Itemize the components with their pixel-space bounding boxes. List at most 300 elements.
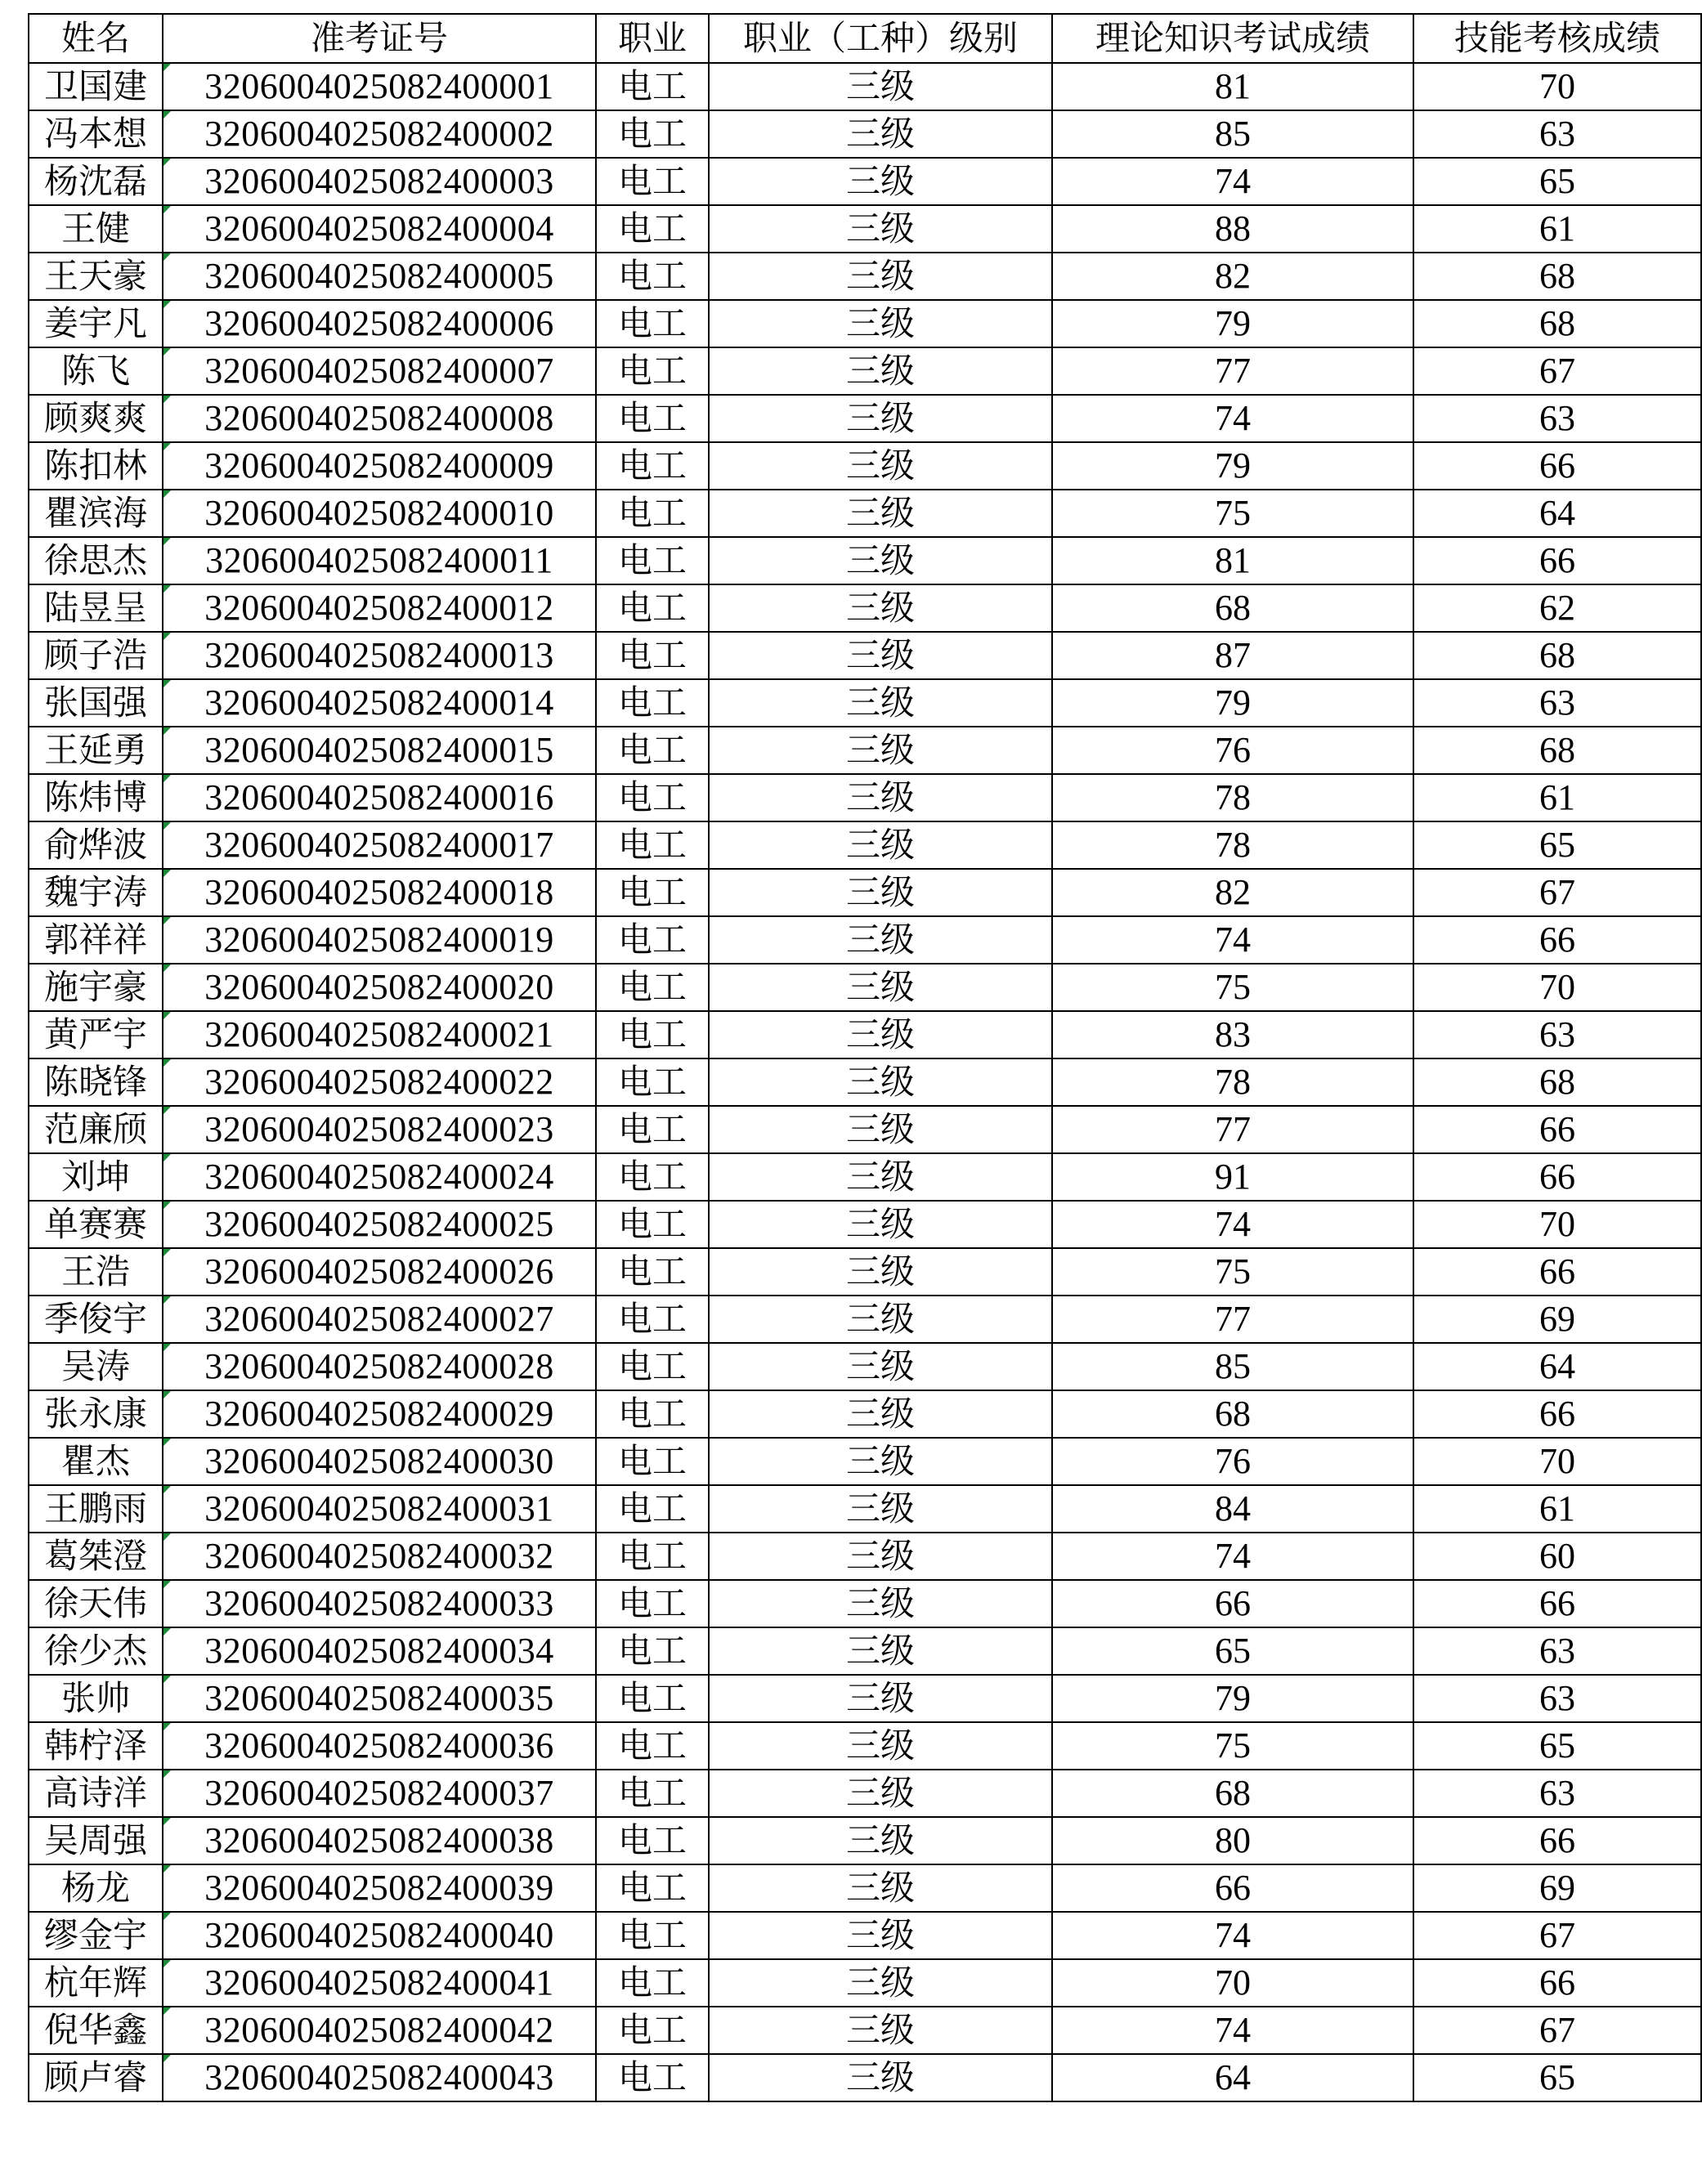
table-row — [29, 1390, 1701, 1438]
level-cell: 三级 — [709, 1912, 1052, 1959]
exam-id-cell: 3206004025082400037 — [163, 1770, 596, 1817]
skill-score-cell: 65 — [1413, 2054, 1701, 2101]
name-cell: 顾爽爽 — [29, 395, 163, 442]
level-cell: 三级 — [709, 1580, 1052, 1627]
theory-score-cell: 77 — [1052, 347, 1413, 395]
exam-id-cell: 3206004025082400034 — [163, 1627, 596, 1675]
exam-id-cell: 3206004025082400001 — [163, 63, 596, 110]
exam-id-cell: 3206004025082400003 — [163, 158, 596, 205]
skill-score-cell: 64 — [1413, 490, 1701, 537]
exam-id-cell: 3206004025082400022 — [163, 1058, 596, 1106]
level-cell: 三级 — [709, 632, 1052, 679]
occupation-cell: 电工 — [596, 964, 709, 1011]
skill-score-cell: 68 — [1413, 1058, 1701, 1106]
name-cell: 陈晓锋 — [29, 1058, 163, 1106]
skill-score-cell: 66 — [1413, 1153, 1701, 1201]
theory-score-cell: 85 — [1052, 110, 1413, 158]
skill-score-cell: 68 — [1413, 727, 1701, 774]
name-cell: 顾子浩 — [29, 632, 163, 679]
skill-score-cell: 66 — [1413, 1106, 1701, 1153]
name-cell: 徐少杰 — [29, 1627, 163, 1675]
skill-score-cell: 66 — [1413, 1959, 1701, 2007]
exam-id-cell: 3206004025082400033 — [163, 1580, 596, 1627]
level-cell: 三级 — [709, 1864, 1052, 1912]
table-row — [29, 253, 1701, 300]
occupation-cell: 电工 — [596, 347, 709, 395]
table-row — [29, 395, 1701, 442]
table-row — [29, 1485, 1701, 1533]
occupation-cell: 电工 — [596, 442, 709, 490]
name-cell: 杨龙 — [29, 1864, 163, 1912]
occupation-cell: 电工 — [596, 916, 709, 964]
occupation-cell: 电工 — [596, 1106, 709, 1153]
exam-id-cell: 3206004025082400016 — [163, 774, 596, 821]
name-cell: 范廉颀 — [29, 1106, 163, 1153]
occupation-cell: 电工 — [596, 1770, 709, 1817]
table-row — [29, 1722, 1701, 1770]
exam-id-cell: 3206004025082400024 — [163, 1153, 596, 1201]
skill-score-cell: 66 — [1413, 1580, 1701, 1627]
theory-score-cell: 81 — [1052, 63, 1413, 110]
exam-id-cell: 3206004025082400042 — [163, 2007, 596, 2054]
table-body — [29, 63, 1701, 2101]
theory-score-cell: 68 — [1052, 584, 1413, 632]
level-cell: 三级 — [709, 1343, 1052, 1390]
occupation-cell: 电工 — [596, 1153, 709, 1201]
level-cell: 三级 — [709, 1106, 1052, 1153]
exam-id-cell: 3206004025082400014 — [163, 679, 596, 727]
name-cell: 季俊宇 — [29, 1296, 163, 1343]
exam-id-cell: 3206004025082400029 — [163, 1390, 596, 1438]
table-row — [29, 869, 1701, 916]
name-cell: 郭祥祥 — [29, 916, 163, 964]
name-cell: 吴涛 — [29, 1343, 163, 1390]
theory-score-cell: 68 — [1052, 1770, 1413, 1817]
table-row — [29, 821, 1701, 869]
theory-score-cell: 78 — [1052, 1058, 1413, 1106]
occupation-cell: 电工 — [596, 1627, 709, 1675]
exam-id-cell: 3206004025082400041 — [163, 1959, 596, 2007]
theory-score-cell: 79 — [1052, 1675, 1413, 1722]
table-row — [29, 2007, 1701, 2054]
skill-score-cell: 66 — [1413, 1248, 1701, 1296]
skill-score-cell: 65 — [1413, 1722, 1701, 1770]
skill-score-cell: 68 — [1413, 300, 1701, 347]
table-row — [29, 1201, 1701, 1248]
level-cell: 三级 — [709, 63, 1052, 110]
theory-score-cell: 70 — [1052, 1959, 1413, 2007]
skill-score-cell: 61 — [1413, 774, 1701, 821]
level-cell: 三级 — [709, 1675, 1052, 1722]
name-cell: 倪华鑫 — [29, 2007, 163, 2054]
table-row — [29, 537, 1701, 584]
table-row — [29, 1296, 1701, 1343]
level-cell: 三级 — [709, 158, 1052, 205]
exam-id-cell: 3206004025082400020 — [163, 964, 596, 1011]
occupation-cell: 电工 — [596, 1438, 709, 1485]
theory-score-cell: 82 — [1052, 253, 1413, 300]
name-cell: 张国强 — [29, 679, 163, 727]
skill-score-cell: 65 — [1413, 158, 1701, 205]
exam-id-cell: 3206004025082400026 — [163, 1248, 596, 1296]
name-cell: 张帅 — [29, 1675, 163, 1722]
skill-score-cell: 63 — [1413, 1011, 1701, 1058]
exam-id-cell: 3206004025082400027 — [163, 1296, 596, 1343]
occupation-cell: 电工 — [596, 490, 709, 537]
skill-score-cell: 61 — [1413, 205, 1701, 253]
skill-score-cell: 64 — [1413, 1343, 1701, 1390]
name-cell: 冯本想 — [29, 110, 163, 158]
level-cell: 三级 — [709, 679, 1052, 727]
level-cell: 三级 — [709, 347, 1052, 395]
skill-score-cell: 67 — [1413, 869, 1701, 916]
occupation-cell: 电工 — [596, 537, 709, 584]
skill-score-cell: 63 — [1413, 1627, 1701, 1675]
table-row — [29, 110, 1701, 158]
level-cell: 三级 — [709, 1248, 1052, 1296]
exam-id-cell: 3206004025082400004 — [163, 205, 596, 253]
name-cell: 杨沈磊 — [29, 158, 163, 205]
header-skill-score: 技能考核成绩 — [1413, 14, 1701, 63]
theory-score-cell: 78 — [1052, 821, 1413, 869]
name-cell: 高诗洋 — [29, 1770, 163, 1817]
exam-id-cell: 3206004025082400011 — [163, 537, 596, 584]
occupation-cell: 电工 — [596, 158, 709, 205]
exam-id-cell: 3206004025082400043 — [163, 2054, 596, 2101]
theory-score-cell: 75 — [1052, 1248, 1413, 1296]
exam-id-cell: 3206004025082400008 — [163, 395, 596, 442]
theory-score-cell: 68 — [1052, 1390, 1413, 1438]
occupation-cell: 电工 — [596, 584, 709, 632]
theory-score-cell: 74 — [1052, 395, 1413, 442]
exam-id-cell: 3206004025082400038 — [163, 1817, 596, 1864]
table-row — [29, 964, 1701, 1011]
table-row — [29, 584, 1701, 632]
exam-id-cell: 3206004025082400015 — [163, 727, 596, 774]
exam-id-cell: 3206004025082400039 — [163, 1864, 596, 1912]
occupation-cell: 电工 — [596, 1864, 709, 1912]
header-exam-id: 准考证号 — [163, 14, 596, 63]
level-cell: 三级 — [709, 916, 1052, 964]
theory-score-cell: 66 — [1052, 1580, 1413, 1627]
table-row — [29, 1106, 1701, 1153]
exam-id-cell: 3206004025082400030 — [163, 1438, 596, 1485]
occupation-cell: 电工 — [596, 679, 709, 727]
level-cell: 三级 — [709, 1959, 1052, 2007]
level-cell: 三级 — [709, 727, 1052, 774]
level-cell: 三级 — [709, 964, 1052, 1011]
name-cell: 王延勇 — [29, 727, 163, 774]
theory-score-cell: 65 — [1052, 1627, 1413, 1675]
skill-score-cell: 61 — [1413, 1485, 1701, 1533]
exam-id-cell: 3206004025082400010 — [163, 490, 596, 537]
table-row — [29, 2054, 1701, 2101]
occupation-cell: 电工 — [596, 821, 709, 869]
table-row — [29, 679, 1701, 727]
theory-score-cell: 77 — [1052, 1296, 1413, 1343]
name-cell: 徐思杰 — [29, 537, 163, 584]
theory-score-cell: 79 — [1052, 679, 1413, 727]
level-cell: 三级 — [709, 1817, 1052, 1864]
header-name: 姓名 — [29, 14, 163, 63]
skill-score-cell: 70 — [1413, 1438, 1701, 1485]
level-cell: 三级 — [709, 1153, 1052, 1201]
occupation-cell: 电工 — [596, 2054, 709, 2101]
exam-id-cell: 3206004025082400028 — [163, 1343, 596, 1390]
exam-id-cell: 3206004025082400007 — [163, 347, 596, 395]
name-cell: 卫国建 — [29, 63, 163, 110]
skill-score-cell: 63 — [1413, 110, 1701, 158]
name-cell: 单赛赛 — [29, 1201, 163, 1248]
name-cell: 刘坤 — [29, 1153, 163, 1201]
exam-id-cell: 3206004025082400013 — [163, 632, 596, 679]
level-cell: 三级 — [709, 300, 1052, 347]
name-cell: 徐天伟 — [29, 1580, 163, 1627]
skill-score-cell: 70 — [1413, 63, 1701, 110]
header-occupation: 职业 — [596, 14, 709, 63]
occupation-cell: 电工 — [596, 774, 709, 821]
name-cell: 王鹏雨 — [29, 1485, 163, 1533]
name-cell: 俞烨波 — [29, 821, 163, 869]
name-cell: 顾卢睿 — [29, 2054, 163, 2101]
occupation-cell: 电工 — [596, 110, 709, 158]
skill-score-cell: 66 — [1413, 1390, 1701, 1438]
name-cell: 王浩 — [29, 1248, 163, 1296]
theory-score-cell: 84 — [1052, 1485, 1413, 1533]
skill-score-cell: 69 — [1413, 1296, 1701, 1343]
skill-score-cell: 67 — [1413, 347, 1701, 395]
table-row — [29, 1864, 1701, 1912]
header-theory-score: 理论知识考试成绩 — [1052, 14, 1413, 63]
theory-score-cell: 78 — [1052, 774, 1413, 821]
theory-score-cell: 76 — [1052, 1438, 1413, 1485]
occupation-cell: 电工 — [596, 1722, 709, 1770]
occupation-cell: 电工 — [596, 869, 709, 916]
level-cell: 三级 — [709, 1201, 1052, 1248]
level-cell: 三级 — [709, 537, 1052, 584]
theory-score-cell: 83 — [1052, 1011, 1413, 1058]
level-cell: 三级 — [709, 821, 1052, 869]
occupation-cell: 电工 — [596, 1390, 709, 1438]
table-row — [29, 1533, 1701, 1580]
occupation-cell: 电工 — [596, 1912, 709, 1959]
level-cell: 三级 — [709, 1390, 1052, 1438]
occupation-cell: 电工 — [596, 253, 709, 300]
theory-score-cell: 75 — [1052, 1722, 1413, 1770]
exam-id-cell: 3206004025082400036 — [163, 1722, 596, 1770]
occupation-cell: 电工 — [596, 395, 709, 442]
name-cell: 瞿杰 — [29, 1438, 163, 1485]
skill-score-cell: 68 — [1413, 632, 1701, 679]
name-cell: 吴周强 — [29, 1817, 163, 1864]
theory-score-cell: 76 — [1052, 727, 1413, 774]
occupation-cell: 电工 — [596, 1580, 709, 1627]
level-cell: 三级 — [709, 2007, 1052, 2054]
theory-score-cell: 74 — [1052, 916, 1413, 964]
name-cell: 瞿滨海 — [29, 490, 163, 537]
table-row — [29, 205, 1701, 253]
theory-score-cell: 87 — [1052, 632, 1413, 679]
occupation-cell: 电工 — [596, 1959, 709, 2007]
skill-score-cell: 66 — [1413, 1817, 1701, 1864]
exam-id-cell: 3206004025082400012 — [163, 584, 596, 632]
level-cell: 三级 — [709, 869, 1052, 916]
skill-score-cell: 63 — [1413, 679, 1701, 727]
name-cell: 姜宇凡 — [29, 300, 163, 347]
occupation-cell: 电工 — [596, 1201, 709, 1248]
skill-score-cell: 65 — [1413, 821, 1701, 869]
table-row — [29, 1438, 1701, 1485]
table-row — [29, 632, 1701, 679]
theory-score-cell: 88 — [1052, 205, 1413, 253]
exam-id-cell: 3206004025082400031 — [163, 1485, 596, 1533]
theory-score-cell: 79 — [1052, 442, 1413, 490]
name-cell: 黄严宇 — [29, 1011, 163, 1058]
header-row — [29, 14, 1701, 63]
level-cell: 三级 — [709, 2054, 1052, 2101]
level-cell: 三级 — [709, 442, 1052, 490]
level-cell: 三级 — [709, 110, 1052, 158]
exam-id-cell: 3206004025082400025 — [163, 1201, 596, 1248]
exam-id-cell: 3206004025082400009 — [163, 442, 596, 490]
exam-id-cell: 3206004025082400032 — [163, 1533, 596, 1580]
skill-score-cell: 70 — [1413, 964, 1701, 1011]
skill-score-cell: 67 — [1413, 1912, 1701, 1959]
name-cell: 魏宇涛 — [29, 869, 163, 916]
theory-score-cell: 64 — [1052, 2054, 1413, 2101]
occupation-cell: 电工 — [596, 300, 709, 347]
occupation-cell: 电工 — [596, 1675, 709, 1722]
theory-score-cell: 91 — [1052, 1153, 1413, 1201]
theory-score-cell: 75 — [1052, 964, 1413, 1011]
table-row — [29, 1959, 1701, 2007]
theory-score-cell: 82 — [1052, 869, 1413, 916]
occupation-cell: 电工 — [596, 1248, 709, 1296]
theory-score-cell: 74 — [1052, 1533, 1413, 1580]
occupation-cell: 电工 — [596, 632, 709, 679]
skill-score-cell: 63 — [1413, 1675, 1701, 1722]
theory-score-cell: 79 — [1052, 300, 1413, 347]
exam-id-cell: 3206004025082400002 — [163, 110, 596, 158]
occupation-cell: 电工 — [596, 205, 709, 253]
exam-id-cell: 3206004025082400021 — [163, 1011, 596, 1058]
table-row — [29, 1343, 1701, 1390]
name-cell: 陈飞 — [29, 347, 163, 395]
exam-id-cell: 3206004025082400035 — [163, 1675, 596, 1722]
theory-score-cell: 74 — [1052, 1912, 1413, 1959]
theory-score-cell: 75 — [1052, 490, 1413, 537]
level-cell: 三级 — [709, 1533, 1052, 1580]
theory-score-cell: 74 — [1052, 158, 1413, 205]
skill-score-cell: 60 — [1413, 1533, 1701, 1580]
name-cell: 陈炜博 — [29, 774, 163, 821]
level-cell: 三级 — [709, 1627, 1052, 1675]
occupation-cell: 电工 — [596, 727, 709, 774]
table-row — [29, 1912, 1701, 1959]
table-row — [29, 727, 1701, 774]
occupation-cell: 电工 — [596, 1533, 709, 1580]
exam-id-cell: 3206004025082400019 — [163, 916, 596, 964]
theory-score-cell: 80 — [1052, 1817, 1413, 1864]
name-cell: 韩柠泽 — [29, 1722, 163, 1770]
theory-score-cell: 77 — [1052, 1106, 1413, 1153]
table-row — [29, 1248, 1701, 1296]
skill-score-cell: 66 — [1413, 916, 1701, 964]
level-cell: 三级 — [709, 1058, 1052, 1106]
table-row — [29, 1627, 1701, 1675]
skill-score-cell: 70 — [1413, 1201, 1701, 1248]
name-cell: 缪金宇 — [29, 1912, 163, 1959]
theory-score-cell: 85 — [1052, 1343, 1413, 1390]
name-cell: 葛桀澄 — [29, 1533, 163, 1580]
name-cell: 张永康 — [29, 1390, 163, 1438]
level-cell: 三级 — [709, 584, 1052, 632]
level-cell: 三级 — [709, 490, 1052, 537]
table-row — [29, 1153, 1701, 1201]
occupation-cell: 电工 — [596, 2007, 709, 2054]
table-row — [29, 158, 1701, 205]
table-row — [29, 1011, 1701, 1058]
occupation-cell: 电工 — [596, 1343, 709, 1390]
skill-score-cell: 67 — [1413, 2007, 1701, 2054]
name-cell: 陆昱呈 — [29, 584, 163, 632]
level-cell: 三级 — [709, 774, 1052, 821]
level-cell: 三级 — [709, 1770, 1052, 1817]
table-row — [29, 442, 1701, 490]
level-cell: 三级 — [709, 395, 1052, 442]
table-row — [29, 347, 1701, 395]
occupation-cell: 电工 — [596, 1817, 709, 1864]
name-cell: 陈扣林 — [29, 442, 163, 490]
level-cell: 三级 — [709, 1722, 1052, 1770]
occupation-cell: 电工 — [596, 1296, 709, 1343]
name-cell: 杭年辉 — [29, 1959, 163, 2007]
table-row — [29, 1675, 1701, 1722]
level-cell: 三级 — [709, 1296, 1052, 1343]
exam-id-cell: 3206004025082400018 — [163, 869, 596, 916]
table-row — [29, 1770, 1701, 1817]
table-row — [29, 490, 1701, 537]
theory-score-cell: 66 — [1052, 1864, 1413, 1912]
table-row — [29, 1058, 1701, 1106]
level-cell: 三级 — [709, 253, 1052, 300]
exam-id-cell: 3206004025082400005 — [163, 253, 596, 300]
name-cell: 施宇豪 — [29, 964, 163, 1011]
header-level: 职业（工种）级别 — [709, 14, 1052, 63]
exam-id-cell: 3206004025082400017 — [163, 821, 596, 869]
table-row — [29, 774, 1701, 821]
level-cell: 三级 — [709, 205, 1052, 253]
table-row — [29, 916, 1701, 964]
skill-score-cell: 63 — [1413, 395, 1701, 442]
table-row — [29, 1580, 1701, 1627]
skill-score-cell: 68 — [1413, 253, 1701, 300]
skill-score-cell: 63 — [1413, 1770, 1701, 1817]
skill-score-cell: 66 — [1413, 537, 1701, 584]
exam-id-cell: 3206004025082400023 — [163, 1106, 596, 1153]
occupation-cell: 电工 — [596, 1058, 709, 1106]
table-row — [29, 63, 1701, 110]
skill-score-cell: 66 — [1413, 442, 1701, 490]
score-table — [28, 13, 1702, 2102]
table-row — [29, 300, 1701, 347]
occupation-cell: 电工 — [596, 63, 709, 110]
theory-score-cell: 74 — [1052, 2007, 1413, 2054]
table-row — [29, 1817, 1701, 1864]
exam-id-cell: 3206004025082400040 — [163, 1912, 596, 1959]
skill-score-cell: 69 — [1413, 1864, 1701, 1912]
occupation-cell: 电工 — [596, 1485, 709, 1533]
